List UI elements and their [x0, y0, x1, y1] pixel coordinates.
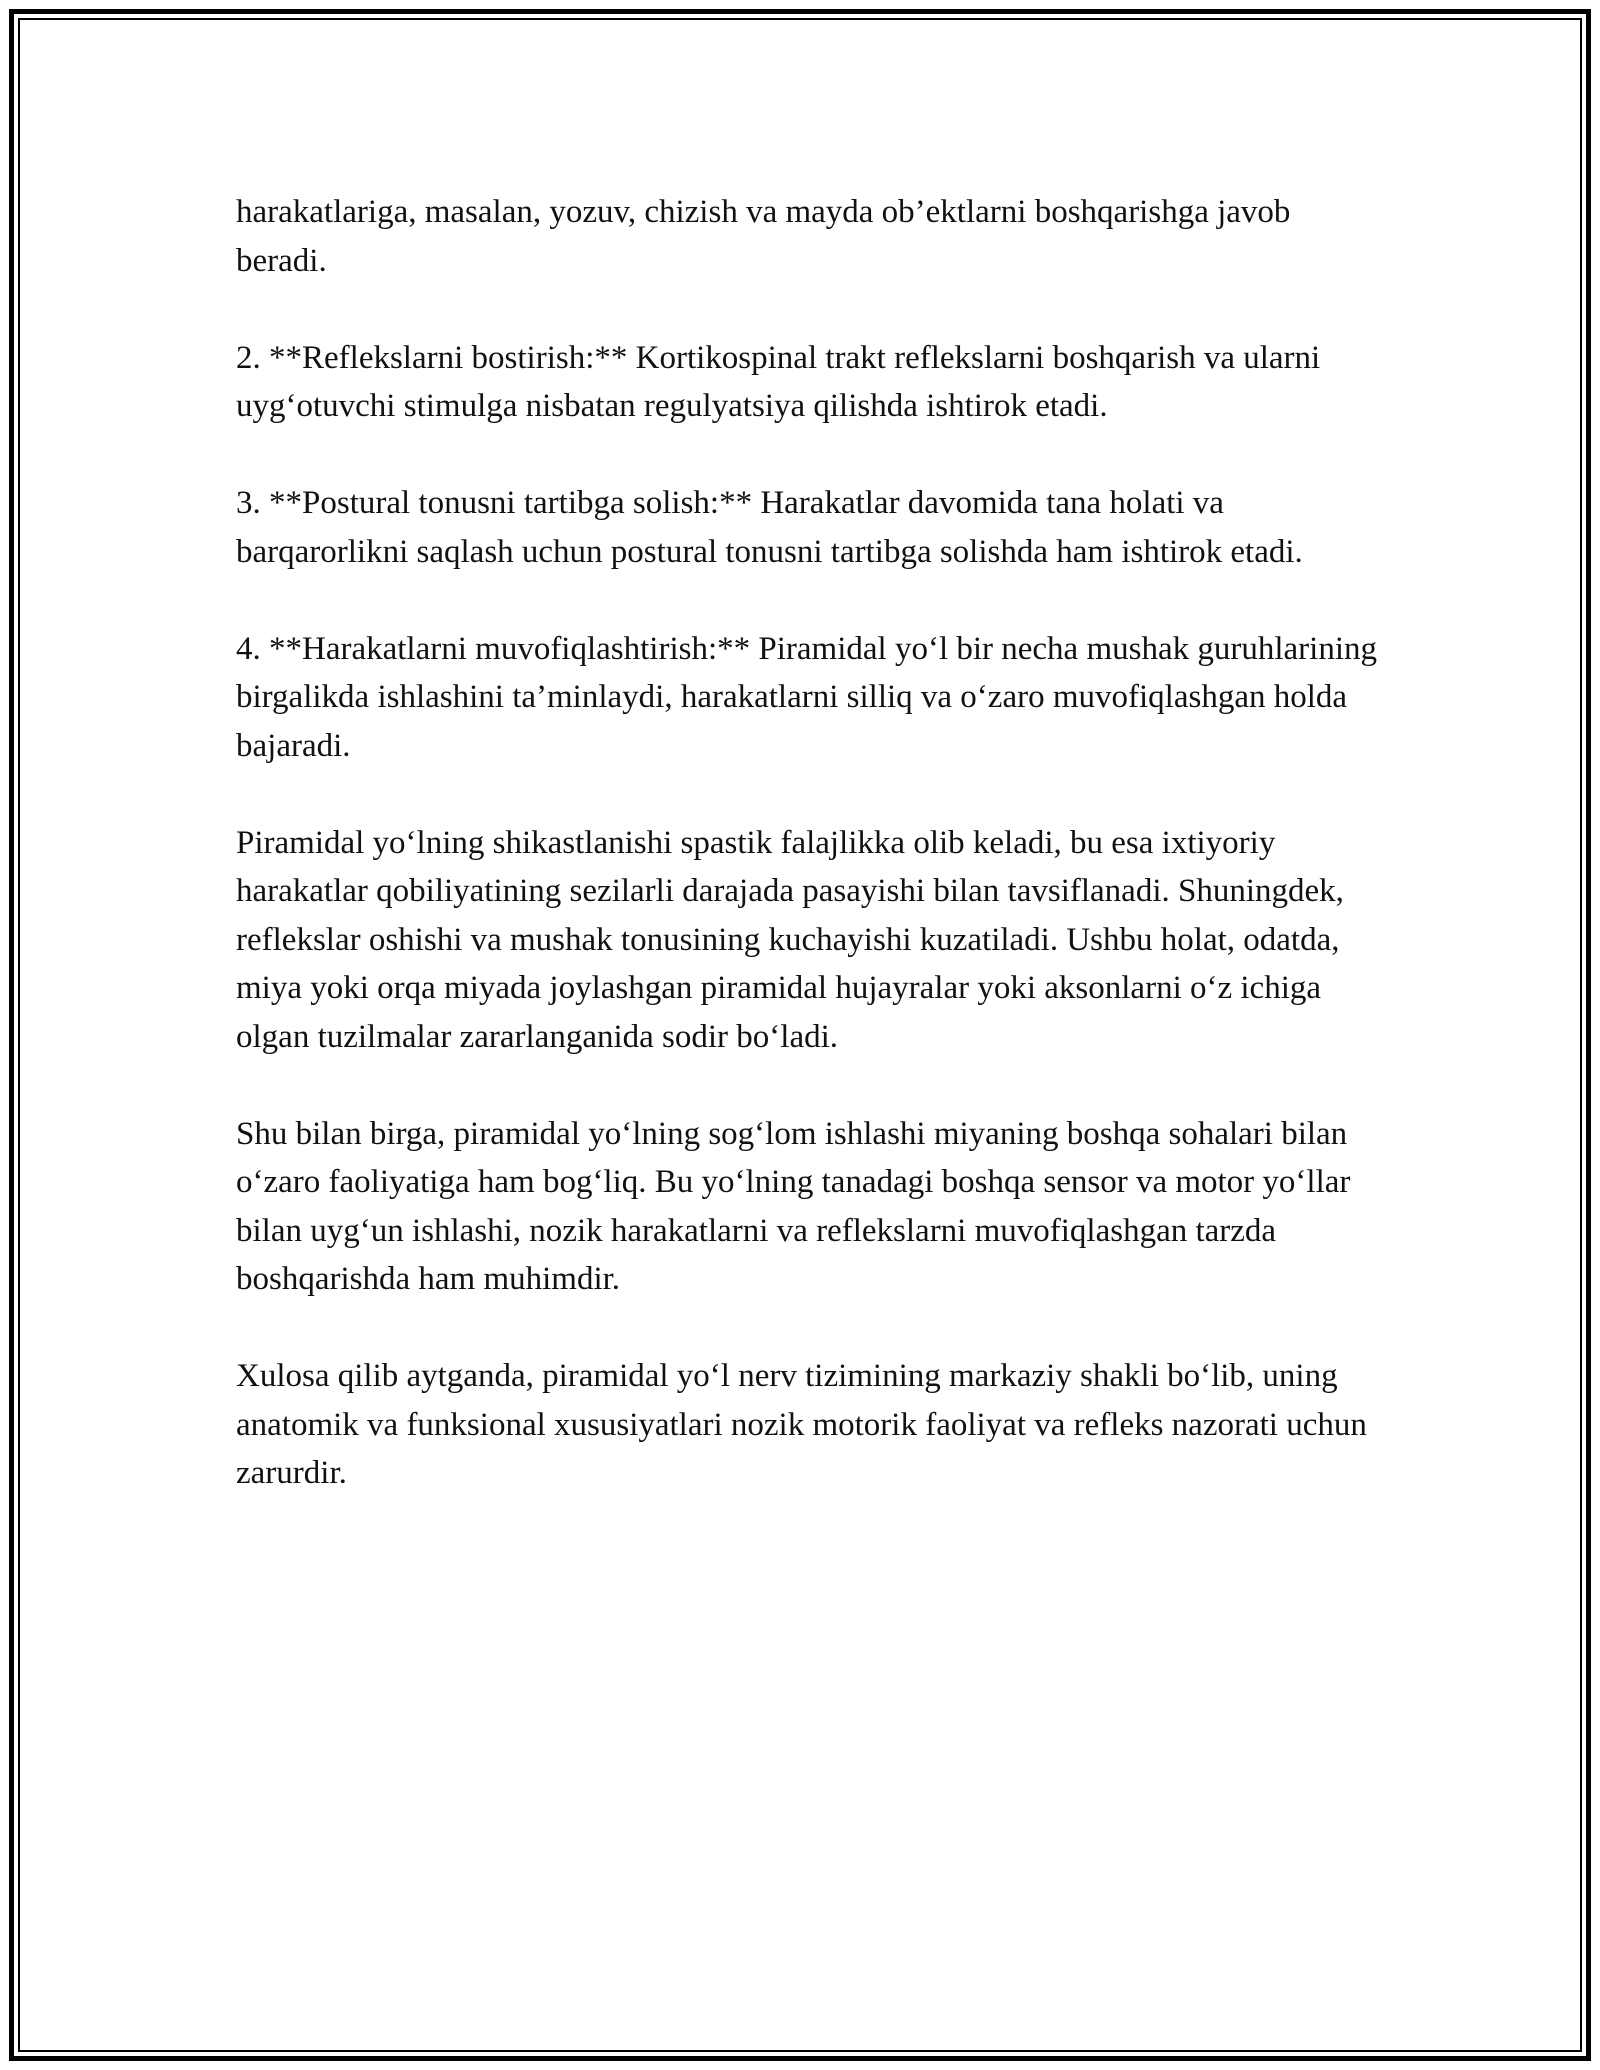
paragraph-reflex-suppression: 2. **Reflekslarni bostirish:** Kortikospinal trakt reflekslarni boshqarish va ularni uyg‘otuvchi stimulga nisbatan regulyatsiya qilishda ishtirok etadi. — [236, 339, 1321, 424]
paragraph-conclusion: Xulosa qilib aytganda, piramidal yo‘l nerv tizimining markaziy shakli bo‘lib, uning anatomik va funksional xususiyatlari nozik motorik faoliyat va refleks nazorati uchun zarurdir. — [236, 1358, 1367, 1491]
document-body — [236, 188, 1386, 1498]
paragraph-coordination: 4. **Harakatlarni muvofiqlashtirish:** Piramidal yo‘l bir necha mushak guruhlarining birgalikda ishlashini ta’minlaydi, harakatlarni silliq va o‘zaro muvofiqlashgan holda bajaradi. — [236, 630, 1377, 764]
paragraph-continuation: harakatlariga, masalan, yozuv, chizish va mayda ob’ektlarni boshqarishga javob beradi. — [236, 194, 1291, 279]
paragraph-interaction: Shu bilan birga, piramidal yo‘lning sog‘lom ishlashi miyaning boshqa sohalari bilan o‘zaro faoliyatiga ham bog‘liq. Bu yo‘lning tanadagi boshqa sensor va motor yo‘llar bilan uyg‘un ishlashi, nozik harakatlarni va reflekslarni muvofiqlashgan tarzda boshqarishda ham muhimdir. — [236, 1115, 1351, 1297]
paragraph-postural-tone: 3. **Postural tonusni tartibga solish:** Harakatlar davomida tana holati va barqarorlikni saqlash uchun postural tonusni tartibga solishda ham ishtirok etadi. — [236, 485, 1303, 570]
paragraph-damage: Piramidal yo‘lning shikastlanishi spastik falajlikka olib keladi, bu esa ixtiyoriy harakatlar qobiliyatining sezilarli darajada pasayishi bilan tavsiflanadi. Shuningdek, reflekslar oshishi va mushak tonusining kuchayishi kuzatiladi. Ushbu holat, odatda, miya yoki orqa miyada joylashgan piramidal hujayralar yoki aksonlarni o‘z ichiga olgan tuzilmalar zararlanganida sodir bo‘ladi. — [236, 824, 1344, 1055]
